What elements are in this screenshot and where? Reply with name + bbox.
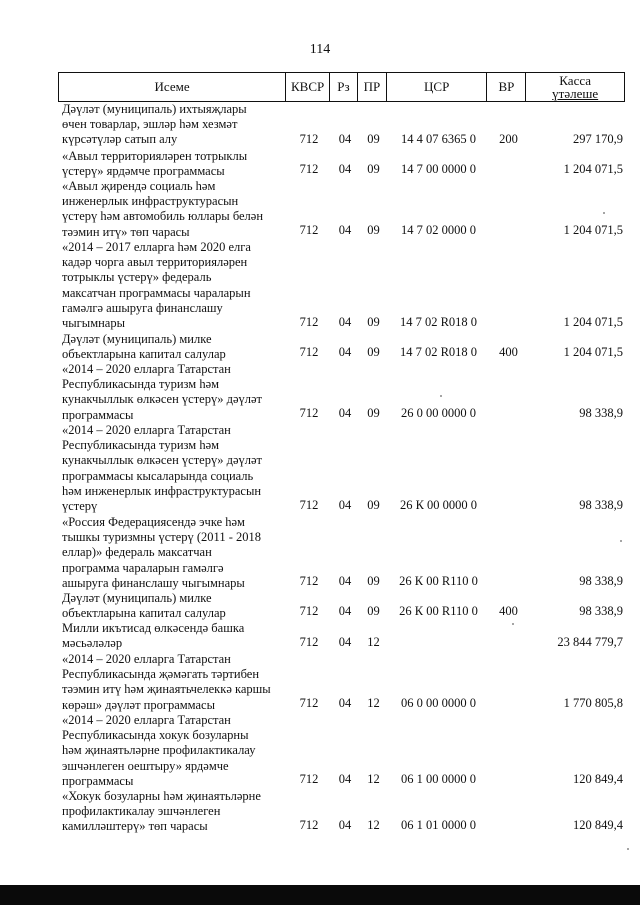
header-pr: ПР: [357, 73, 386, 101]
row-vr: 200: [499, 132, 518, 146]
header-kvsr: КВСР: [285, 73, 329, 101]
row-csr: 14 7 02 R018 0: [399, 345, 478, 359]
row-name: «Россия Федерациясендә эчке һәм тышкы туризмны үстерү (2011 - 2018 еллар)» федераль максатчан программа чараларын гамәлгә ашыруга финанслашу чыгымнары: [62, 515, 261, 590]
row-csr: 26 К 00 R110 0: [399, 574, 478, 588]
table-row: [0, 789, 640, 835]
row-csr: 14 4 07 6365 0: [401, 132, 476, 146]
row-kvsr: 712: [299, 772, 319, 786]
row-pr: 09: [367, 406, 380, 420]
row-name: Дәүләт (муниципаль) милке объектларына капитал салулар: [62, 332, 226, 362]
row-kvsr: 712: [299, 315, 319, 329]
row-name: «Авыл территорияләрен тотрыклы үстерү» ярдәмче программасы: [62, 149, 248, 179]
scan-speck: [440, 395, 442, 397]
row-name: «2014 – 2020 елларга Татарстан Республикасында туризм һәм кунакчыллык өлкәсен үстерү» дәүләт программасы кысаларында социаль һәм инженерлык инфраструктурасын үстерү: [62, 423, 262, 514]
row-vr: 400: [499, 604, 518, 618]
row-sum: 297 170,9: [573, 132, 623, 146]
row-rz: 04: [338, 604, 352, 618]
row-sum: 98 338,9: [579, 604, 623, 618]
row-sum: 120 849,4: [573, 772, 623, 786]
scan-speck: [512, 623, 514, 625]
row-pr: 09: [367, 604, 380, 618]
row-pr: 12: [367, 772, 380, 786]
row-kvsr: 712: [299, 498, 319, 512]
row-kvsr: 712: [299, 406, 319, 420]
header-name: Исеме: [154, 79, 190, 94]
table-row: [0, 621, 640, 652]
row-name: Милли икътисад өлкәсендә башка мәсьәләләр: [62, 621, 245, 651]
row-kvsr: 712: [299, 162, 319, 176]
row-vr: 400: [499, 345, 518, 359]
row-sum: 23 844 779,7: [557, 635, 623, 649]
row-kvsr: 712: [299, 604, 319, 618]
table-row: [0, 362, 640, 423]
row-name: «Хокук бозуларны һәм җинаятьләрне профилактикалау эшчәнлеген камилләштерү» төп чарасы: [62, 789, 261, 834]
row-pr: 09: [367, 315, 380, 329]
row-rz: 04: [338, 772, 352, 786]
row-csr: 14 7 02 R018 0: [399, 315, 478, 329]
row-sum: 98 338,9: [579, 406, 623, 420]
row-rz: 04: [338, 162, 352, 176]
row-csr: 14 7 02 0000 0: [401, 223, 476, 237]
row-rz: 04: [338, 696, 352, 710]
row-kvsr: 712: [299, 574, 319, 588]
row-sum: 98 338,9: [579, 498, 623, 512]
row-name: «Авыл җирендә социаль һәм инженерлык инфраструктурасын үстерү һәм автомобиль юллары белән тәэмин итү» төп чарасы: [62, 179, 264, 239]
table-row: [0, 515, 640, 591]
row-kvsr: 712: [299, 345, 319, 359]
table-row: [0, 149, 640, 179]
row-sum: 1 204 071,5: [563, 315, 623, 329]
row-name: Дәүләт (муниципаль) ихтыяҗлары өчен товарлар, эшләр һәм хезмәт күрсәтүләр сатып алу: [62, 102, 247, 147]
row-pr: 12: [367, 696, 380, 710]
row-pr: 12: [367, 818, 380, 832]
table-row: [0, 179, 640, 240]
row-rz: 04: [338, 132, 352, 146]
row-pr: 09: [367, 345, 380, 359]
row-sum: 1 204 071,5: [563, 223, 623, 237]
table-row: [0, 240, 640, 332]
table-row: [0, 332, 640, 362]
row-rz: 04: [338, 635, 352, 649]
table-row: [0, 423, 640, 515]
header-sum-line2: үтәлеше: [552, 86, 599, 101]
header-sum-line1: Касса: [559, 73, 592, 88]
row-kvsr: 712: [299, 635, 319, 649]
row-name: «2014 – 2020 елларга Татарстан Республикасында туризм һәм кунакчыллык өлкәсен үстерү» дәүләт программасы: [62, 362, 262, 422]
row-csr: 26 К 00 0000 0: [399, 498, 478, 512]
row-pr: 09: [367, 132, 380, 146]
row-csr: 14 7 00 0000 0: [401, 162, 476, 176]
row-name: Дәүләт (муниципаль) милке объектларына капитал салулар: [62, 591, 226, 621]
table-body: [0, 102, 640, 835]
page-number: 114: [309, 42, 331, 57]
row-pr: 09: [367, 498, 380, 512]
row-csr: 06 1 01 0000 0: [401, 818, 476, 832]
table-row: [0, 102, 640, 149]
table-row: [0, 652, 640, 713]
row-rz: 04: [338, 223, 352, 237]
header-csr: ЦСР: [386, 73, 487, 101]
table-row: [0, 591, 640, 621]
row-csr: 26 0 00 0000 0: [401, 406, 476, 420]
row-sum: 120 849,4: [573, 818, 623, 832]
row-name: «2014 – 2017 елларга һәм 2020 елга кадәр чорга авыл территорияләрен тотрыклы үстерү» федераль максатчан программасы чараларын гамәлгә ашыруга финанслашу чыгымнары: [62, 240, 251, 331]
header-vr: ВР: [486, 73, 525, 101]
header-sum: [525, 73, 624, 101]
row-sum: 1 770 805,8: [563, 696, 623, 710]
row-kvsr: 712: [299, 818, 319, 832]
row-pr: 09: [367, 162, 380, 176]
scan-speck: [627, 848, 629, 850]
table-row: [0, 713, 640, 789]
row-kvsr: 712: [299, 696, 319, 710]
header-rz: Рз: [329, 73, 357, 101]
row-sum: 1 204 071,5: [563, 162, 623, 176]
row-rz: 04: [338, 574, 352, 588]
row-name: «2014 – 2020 елларга Татарстан Республикасында җәмәгать тәртибен тәэмин итү һәм җинаятьчелеккә каршы көрәш» дәүләт программасы: [62, 652, 271, 712]
row-kvsr: 712: [299, 223, 319, 237]
row-pr: 12: [367, 635, 380, 649]
row-rz: 04: [338, 818, 352, 832]
scan-bottom-edge: [0, 885, 640, 905]
row-name: «2014 – 2020 елларга Татарстан Республикасында хокук бозуларны һәм җинаятьләрне профилактикалау эшчәнлеген оештыру» ярдәмче программасы: [62, 713, 256, 788]
row-kvsr: 712: [299, 132, 319, 146]
row-rz: 04: [338, 498, 352, 512]
scan-speck: [620, 540, 622, 542]
row-sum: 98 338,9: [579, 574, 623, 588]
row-csr: 06 1 00 0000 0: [401, 772, 476, 786]
row-csr: 26 К 00 R110 0: [399, 604, 478, 618]
table-header: [58, 72, 625, 102]
row-pr: 09: [367, 574, 380, 588]
row-rz: 04: [338, 406, 352, 420]
row-sum: 1 204 071,5: [563, 345, 623, 359]
scan-speck: [603, 212, 605, 214]
row-rz: 04: [338, 315, 352, 329]
row-rz: 04: [338, 345, 352, 359]
row-csr: 06 0 00 0000 0: [401, 696, 476, 710]
row-pr: 09: [367, 223, 380, 237]
